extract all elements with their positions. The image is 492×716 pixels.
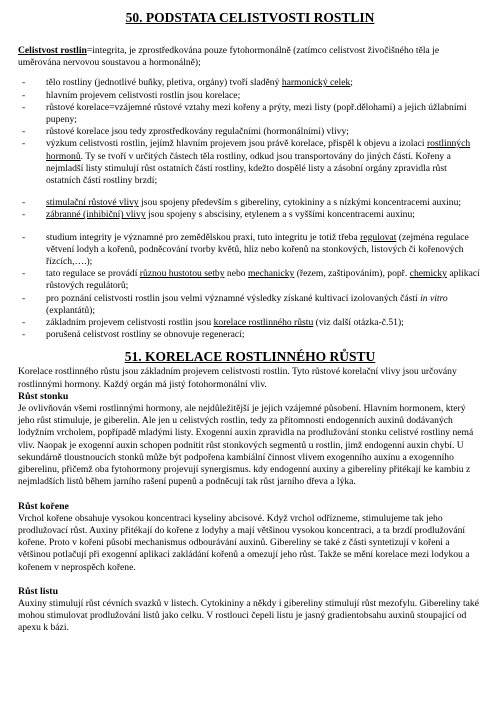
- document-page: [18, 0, 482, 635]
- list-item: - studium integrity je významné pro zemědělskou praxi, tuto integritu je totiž třeba regulovat (zejména regulace větvení lodyh a kořenů, podněcování tvorby květů, hliz nebo kořenů na stonkových, listových či kořenových řízcích,….);: [36, 232, 482, 269]
- section-51-title: 51. KORELACE ROSTLINNÉHO RŮSTU: [124, 349, 376, 365]
- list-item: - výzkum celistvosti rostlin, jejímž hlavním projevem jsou právě korelace, přispěl k objevu a izolaci rostlinných hormonů. Ty se tvoří v určitých částech těla rostliny, odkud jsou transportovány do jiných částí. Kořeny a nejmladší listy stimulují růst ostatních částí rostliny, kdežto dospělé listy a zásobní orgány zpravidla růst ostatních částí rostliny brzdí;: [36, 138, 482, 187]
- list-item: - tělo rostliny (jednotlivé buňky, pletiva, orgány) tvoří sladěný harmonický celek;: [36, 77, 482, 89]
- spacer: [18, 489, 482, 501]
- spacer: [18, 187, 482, 197]
- list-item: - stimulační růstové vlivy jsou spojeny především s gibereliny, cytokininy a s nízkými koncentracemi auxinu;: [36, 197, 482, 209]
- root-growth-heading: Růst kořene: [18, 500, 69, 512]
- spacer: [18, 222, 482, 232]
- stem-growth-heading: Růst stonku: [18, 390, 69, 402]
- list-item: - tato regulace se provádí různou hustotou setby nebo mechanicky (řezem, zaštipováním), popř. chemicky aplikací růstových regulátorů;: [36, 268, 482, 292]
- list-item: - pro poznání celistvosti rostlin jsou velmi významné výsledky získané kultivací izolovaných částí in vitro (explantátů);: [36, 293, 482, 317]
- list-item: - růstové korelace=vzájemné růstové vztahy mezi kořeny a prýty, mezi listy (popř.dělohami) a jejich úžlabními pupeny;: [36, 102, 482, 126]
- leaf-growth-heading: Růst listu: [18, 585, 59, 597]
- intro-term: Celistvost rostlin: [18, 45, 87, 56]
- intro-paragraph: [18, 45, 482, 69]
- bullet-list-3: [18, 232, 482, 342]
- stem-growth-text: Je ovlivňován všemi rostlinnými hormony, ale nejdůležitější je jejich vzájemné působení. Hlavním hormonem, který jeho růst stimuluje, je giberelin. Ale jen u celistvých rostlin, tedy za přítomnosti endogenních auxinů dodávaných lodyžním vrcholem, popřípadě mladými listy. Exogenní auxin zpravidla na prodlužování stonku celistvé rostliny nemá vliv. Naopak je exogenní auxin schopen podnítit růst stonkových segmentů u rostlin, jimž endogenní auxin chybí. U sekundárně tloustnoucích stonků může být podpořena kambiální činnost vlivem exogenního auxinu a exogenního giberelinu, přičemž oba fytohormony projevují synergismus. kdy endogenní auxiny a gibereliny přitékají ke kambiu z nejmladších listů během jarního rašení pupenů a podněcují tak růst jarního dřeva a lýka.: [18, 403, 474, 488]
- leaf-growth-text: Auxiny stimulují růst cévních svazků v listech. Cytokininy a někdy i gibereliny stimulují růst mezofylu. Gibereliny také mohou stimulovat prodlužování listů jako celku. V rostlouci čepeli listu je jasný gradientobsahu auxinů stoupající od apexu k bázi.: [18, 597, 479, 634]
- list-item: - zábranné (inhibiční) vlivy jsou spojeny s abscisiny, etylenem a s vyššími koncentracemi auxinu;: [36, 209, 482, 221]
- root-growth-text: Vrchol kořene obsahuje vysokou koncentraci kyseliny abcisové. Když vrchol odřízneme, stimulujeme tak jeho prodlužovací růst. Auxiny přitékají do kořene z lodyhy a mají většinou vysokou koncentraci, a ta brzdí prodlužování kořene. Proto v kořeni působí mechanismus odbourávání auxinů. Gibereliny se také z části syntetizují v kořeni a většinou potlačují při exogenní aplikaci zakládání kořenů a omezují jeho růst. Takže se mění korelace mezi lodykou a kořenem v neprospěch kořene.: [18, 512, 470, 573]
- list-item: - hlavním projevem celistvosti rostlin jsou korelace;: [36, 90, 482, 102]
- intro-text: =integrita, je zprostředkována pouze fytohormonálně (zatímco celistvost živočišného těla je uměrována nervovou soustavou a hormonálně);: [18, 45, 440, 69]
- spacer: [18, 574, 482, 586]
- page-title: 50. PODSTATA CELISTVOSTI ROSTLIN: [125, 10, 375, 25]
- bullet-list-1: [18, 77, 482, 187]
- bullet-list-2: [18, 197, 482, 221]
- list-item: - porušená celistvost rostliny se obnovuje regenerací;: [36, 329, 482, 341]
- list-item: - růstové korelace jsou tedy zprostředkovány regulačními (hormonálními) vlivy;: [36, 126, 482, 138]
- section-51-intro: Korelace rostlinného růstu jsou základním projevem celistvosti rostlin. Tyto růstové korelační vlivy jsou určovány rostlinnými hormony. Každý orgán má jistý fotohormonální vliv.: [18, 366, 457, 390]
- list-item: - základním projevem celistvosti rostlin jsou korelace rostlinného růstu (viz další otázka-č.51);: [36, 317, 482, 329]
